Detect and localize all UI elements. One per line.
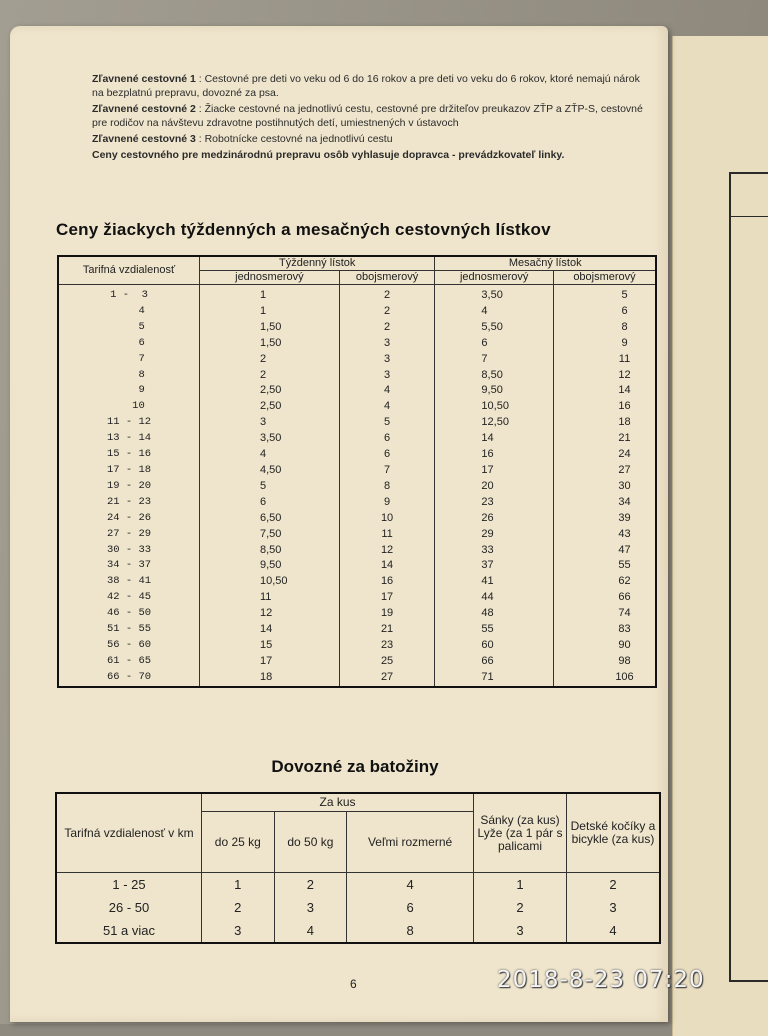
cell-weekly-one-way: 10,50 <box>200 574 340 590</box>
cell-weekly-return: 17 <box>339 590 435 606</box>
cell-monthly-one-way: 4 <box>435 304 554 320</box>
cell-monthly-one-way: 17 <box>435 463 554 479</box>
cell2-pram-bicycle: 4 <box>567 919 661 943</box>
cell-monthly-return: 9 <box>554 336 657 352</box>
head2-up-to-50kg: do 50 kg <box>274 812 347 873</box>
cell-distance: 21 - 23 <box>58 495 200 511</box>
table-row <box>56 896 660 919</box>
cell-distance: 19 - 20 <box>58 479 200 495</box>
table-row <box>58 415 656 431</box>
cell-monthly-return: 5 <box>554 285 657 304</box>
cell-weekly-return: 7 <box>339 463 435 479</box>
cell2-pram-bicycle: 2 <box>567 873 661 897</box>
cell-monthly-return: 62 <box>554 574 657 590</box>
note-3 <box>92 132 652 146</box>
table-row <box>58 590 656 606</box>
cell2-up-to-50kg: 2 <box>274 873 347 897</box>
cell2-distance: 51 a viac <box>56 919 202 943</box>
head2-distance: Tarifná vzdialenosť v km <box>56 793 202 873</box>
fare-notes <box>92 72 652 164</box>
cell-weekly-return: 10 <box>339 511 435 527</box>
note-4 <box>92 148 652 162</box>
table1-title: Ceny žiackych týždenných a mesačných cestovných lístkov <box>56 220 551 239</box>
note-2 <box>92 102 652 130</box>
head2-up-to-25kg: do 25 kg <box>202 812 275 873</box>
cell-weekly-one-way: 3,50 <box>200 431 340 447</box>
cell-weekly-one-way: 18 <box>200 670 340 687</box>
cell-distance: 46 - 50 <box>58 606 200 622</box>
cell-monthly-return: 30 <box>554 479 657 495</box>
cell-weekly-one-way: 2 <box>200 352 340 368</box>
cell-distance: 5 <box>58 320 200 336</box>
table-row <box>58 606 656 622</box>
cell-monthly-one-way: 29 <box>435 527 554 543</box>
head-monthly-return: obojsmerový <box>554 271 657 285</box>
cell2-oversized: 8 <box>347 919 474 943</box>
cell-weekly-return: 4 <box>339 399 435 415</box>
student-ticket-table <box>57 255 657 688</box>
cell-weekly-return: 9 <box>339 495 435 511</box>
note-2-text: : Žiacke cestovné na jednotlivú cestu, cestovné pre držiteľov preukazov ZŤP a ZŤP-S, cestovné pre rodičov na návštevu zdravotne postihnutých detí, umiestnených v ústavoch <box>92 103 643 129</box>
note-1-text: : Cestovné pre deti vo veku od 6 do 16 rokov a pre deti vo veku do 6 rokov, ktoré nemajú nárok na bezplatnú prepravu, dovozné za psa. <box>92 73 640 99</box>
cell-monthly-one-way: 10,50 <box>435 399 554 415</box>
cell-monthly-return: 16 <box>554 399 657 415</box>
table-row <box>58 511 656 527</box>
cell-monthly-return: 34 <box>554 495 657 511</box>
cell2-sled-skis: 1 <box>474 873 567 897</box>
page-number: 6 <box>350 977 357 991</box>
table-row <box>58 285 656 304</box>
cell-distance: 27 - 29 <box>58 527 200 543</box>
cell-monthly-return: 18 <box>554 415 657 431</box>
table2-body <box>56 873 660 944</box>
cell-monthly-one-way: 71 <box>435 670 554 687</box>
head-weekly: Týždenný lístok <box>200 256 435 271</box>
cell2-up-to-50kg: 4 <box>274 919 347 943</box>
cell-monthly-one-way: 14 <box>435 431 554 447</box>
cell-weekly-one-way: 2,50 <box>200 399 340 415</box>
cell-weekly-return: 12 <box>339 543 435 559</box>
cell-monthly-return: 8 <box>554 320 657 336</box>
cell2-distance: 26 - 50 <box>56 896 202 919</box>
cell2-distance: 1 - 25 <box>56 873 202 897</box>
cell-weekly-return: 2 <box>339 304 435 320</box>
note-1 <box>92 72 652 100</box>
cell2-sled-skis: 3 <box>474 919 567 943</box>
note-3-text: : Robotnícke cestovné na jednotlivú cestu <box>198 133 393 145</box>
cell-monthly-return: 74 <box>554 606 657 622</box>
head-weekly-return: obojsmerový <box>339 271 435 285</box>
cell-monthly-one-way: 12,50 <box>435 415 554 431</box>
table-row <box>58 654 656 670</box>
note-2-label: Zľavnené cestovné 2 <box>92 103 196 115</box>
cell-monthly-return: 83 <box>554 622 657 638</box>
cell-distance: 10 <box>58 399 200 415</box>
table-row <box>58 479 656 495</box>
cell-weekly-one-way: 9,50 <box>200 558 340 574</box>
table-row <box>58 527 656 543</box>
cell-monthly-return: 39 <box>554 511 657 527</box>
cell-weekly-return: 25 <box>339 654 435 670</box>
cell-weekly-return: 2 <box>339 320 435 336</box>
head2-oversized: Veľmi rozmerné <box>347 812 474 873</box>
cell-monthly-return: 11 <box>554 352 657 368</box>
table-row <box>58 336 656 352</box>
head-monthly: Mesačný lístok <box>435 256 656 271</box>
cell-monthly-one-way: 26 <box>435 511 554 527</box>
cell-monthly-one-way: 20 <box>435 479 554 495</box>
cell-weekly-one-way: 15 <box>200 638 340 654</box>
cell-weekly-one-way: 4 <box>200 447 340 463</box>
cell-distance: 24 - 26 <box>58 511 200 527</box>
table-row <box>58 543 656 559</box>
cell-weekly-return: 16 <box>339 574 435 590</box>
cell-weekly-return: 4 <box>339 383 435 399</box>
cell-weekly-one-way: 6,50 <box>200 511 340 527</box>
table-row <box>58 399 656 415</box>
table-row <box>58 368 656 384</box>
cell-monthly-one-way: 6 <box>435 336 554 352</box>
cell-monthly-one-way: 7 <box>435 352 554 368</box>
table-row <box>58 352 656 368</box>
cell-monthly-return: 6 <box>554 304 657 320</box>
cell-weekly-one-way: 8,50 <box>200 543 340 559</box>
cell-distance: 66 - 70 <box>58 670 200 687</box>
cell-weekly-return: 3 <box>339 336 435 352</box>
cell2-up-to-25kg: 3 <box>202 919 275 943</box>
cell-monthly-return: 47 <box>554 543 657 559</box>
table-row <box>58 670 656 687</box>
head-monthly-one-way: jednosmerový <box>435 271 554 285</box>
cell-distance: 30 - 33 <box>58 543 200 559</box>
cell-monthly-one-way: 44 <box>435 590 554 606</box>
cell-monthly-one-way: 9,50 <box>435 383 554 399</box>
cell-monthly-return: 12 <box>554 368 657 384</box>
cell-distance: 38 - 41 <box>58 574 200 590</box>
table-row <box>58 431 656 447</box>
table-row <box>58 574 656 590</box>
cell-distance: 17 - 18 <box>58 463 200 479</box>
cell2-pram-bicycle: 3 <box>567 896 661 919</box>
cell2-up-to-25kg: 2 <box>202 896 275 919</box>
cell-distance: 15 - 16 <box>58 447 200 463</box>
cell-monthly-one-way: 66 <box>435 654 554 670</box>
cell-weekly-one-way: 14 <box>200 622 340 638</box>
cell-weekly-one-way: 1 <box>200 304 340 320</box>
cell-monthly-return: 24 <box>554 447 657 463</box>
table-row <box>58 447 656 463</box>
cell-weekly-return: 14 <box>339 558 435 574</box>
cell-weekly-return: 8 <box>339 479 435 495</box>
cell-weekly-one-way: 1,50 <box>200 336 340 352</box>
facing-page-table-frame <box>729 172 768 982</box>
cell-monthly-return: 106 <box>554 670 657 687</box>
note-4-label: Ceny cestovného pre medzinárodnú prepravu osôb vyhlasuje dopravca - prevádzkovateľ linky. <box>92 149 565 161</box>
cell-monthly-return: 90 <box>554 638 657 654</box>
cell-monthly-return: 66 <box>554 590 657 606</box>
head2-per-piece: Za kus <box>202 793 474 812</box>
table-row <box>58 383 656 399</box>
cell-monthly-return: 14 <box>554 383 657 399</box>
cell-weekly-one-way: 4,50 <box>200 463 340 479</box>
cell-monthly-one-way: 3,50 <box>435 285 554 304</box>
facing-page <box>672 36 768 1036</box>
cell-distance: 11 - 12 <box>58 415 200 431</box>
table-row <box>58 320 656 336</box>
cell-weekly-return: 21 <box>339 622 435 638</box>
cell-weekly-return: 27 <box>339 670 435 687</box>
cell-distance: 6 <box>58 336 200 352</box>
cell-monthly-return: 98 <box>554 654 657 670</box>
cell-distance: 7 <box>58 352 200 368</box>
photo-timestamp: 2018-8-23 07:20 <box>497 967 705 993</box>
cell-weekly-return: 3 <box>339 352 435 368</box>
head2-sled-skis: Sánky (za kus) Lyže (za 1 pár s palicami <box>474 793 567 873</box>
cell-distance: 4 <box>58 304 200 320</box>
table-row <box>58 558 656 574</box>
cell-weekly-one-way: 12 <box>200 606 340 622</box>
cell-distance: 9 <box>58 383 200 399</box>
table-row <box>58 622 656 638</box>
cell-weekly-return: 23 <box>339 638 435 654</box>
cell-weekly-one-way: 6 <box>200 495 340 511</box>
cell-monthly-return: 21 <box>554 431 657 447</box>
cell-weekly-return: 6 <box>339 431 435 447</box>
table2-title: Dovozné za batožiny <box>271 757 439 776</box>
cell2-oversized: 4 <box>347 873 474 897</box>
cell-weekly-one-way: 2 <box>200 368 340 384</box>
cell-weekly-one-way: 1,50 <box>200 320 340 336</box>
cell2-up-to-50kg: 3 <box>274 896 347 919</box>
cell-monthly-return: 55 <box>554 558 657 574</box>
cell-weekly-return: 19 <box>339 606 435 622</box>
cell-weekly-return: 6 <box>339 447 435 463</box>
table-row <box>58 495 656 511</box>
cell-weekly-one-way: 7,50 <box>200 527 340 543</box>
cell-weekly-one-way: 11 <box>200 590 340 606</box>
cell-monthly-one-way: 8,50 <box>435 368 554 384</box>
table1-body <box>58 285 656 687</box>
cell-distance: 8 <box>58 368 200 384</box>
table-row <box>56 919 660 943</box>
cell-monthly-one-way: 16 <box>435 447 554 463</box>
cell-monthly-one-way: 55 <box>435 622 554 638</box>
head-weekly-one-way: jednosmerový <box>200 271 340 285</box>
cell-weekly-one-way: 2,50 <box>200 383 340 399</box>
cell-distance: 34 - 37 <box>58 558 200 574</box>
cell-weekly-return: 11 <box>339 527 435 543</box>
cell2-up-to-25kg: 1 <box>202 873 275 897</box>
cell-monthly-one-way: 60 <box>435 638 554 654</box>
head2-pram-bicycle: Detské kočíky a bicykle (za kus) <box>567 793 661 873</box>
cell-weekly-one-way: 17 <box>200 654 340 670</box>
cell-distance: 13 - 14 <box>58 431 200 447</box>
cell-weekly-return: 5 <box>339 415 435 431</box>
table-row <box>58 463 656 479</box>
cell2-sled-skis: 2 <box>474 896 567 919</box>
cell-weekly-one-way: 1 <box>200 285 340 304</box>
cell-monthly-one-way: 5,50 <box>435 320 554 336</box>
table-row <box>58 304 656 320</box>
cell-monthly-return: 27 <box>554 463 657 479</box>
cell-distance: 61 - 65 <box>58 654 200 670</box>
cell-monthly-one-way: 37 <box>435 558 554 574</box>
cell-monthly-one-way: 41 <box>435 574 554 590</box>
facing-page-table-rule <box>729 216 768 217</box>
cell-weekly-return: 3 <box>339 368 435 384</box>
cell-weekly-one-way: 5 <box>200 479 340 495</box>
cell-monthly-one-way: 23 <box>435 495 554 511</box>
cell-distance: 51 - 55 <box>58 622 200 638</box>
table-row <box>58 638 656 654</box>
cell-weekly-one-way: 3 <box>200 415 340 431</box>
note-1-label: Zľavnené cestovné 1 <box>92 73 196 85</box>
cell2-oversized: 6 <box>347 896 474 919</box>
cell-monthly-return: 43 <box>554 527 657 543</box>
luggage-table <box>55 792 661 944</box>
cell-monthly-one-way: 48 <box>435 606 554 622</box>
cell-distance: 1 - 3 <box>58 285 200 304</box>
table-row <box>56 873 660 897</box>
cell-distance: 42 - 45 <box>58 590 200 606</box>
head-distance: Tarifná vzdialenosť <box>58 256 200 285</box>
cell-distance: 56 - 60 <box>58 638 200 654</box>
cell-weekly-return: 2 <box>339 285 435 304</box>
note-3-label: Zľavnené cestovné 3 <box>92 133 196 145</box>
cell-monthly-one-way: 33 <box>435 543 554 559</box>
